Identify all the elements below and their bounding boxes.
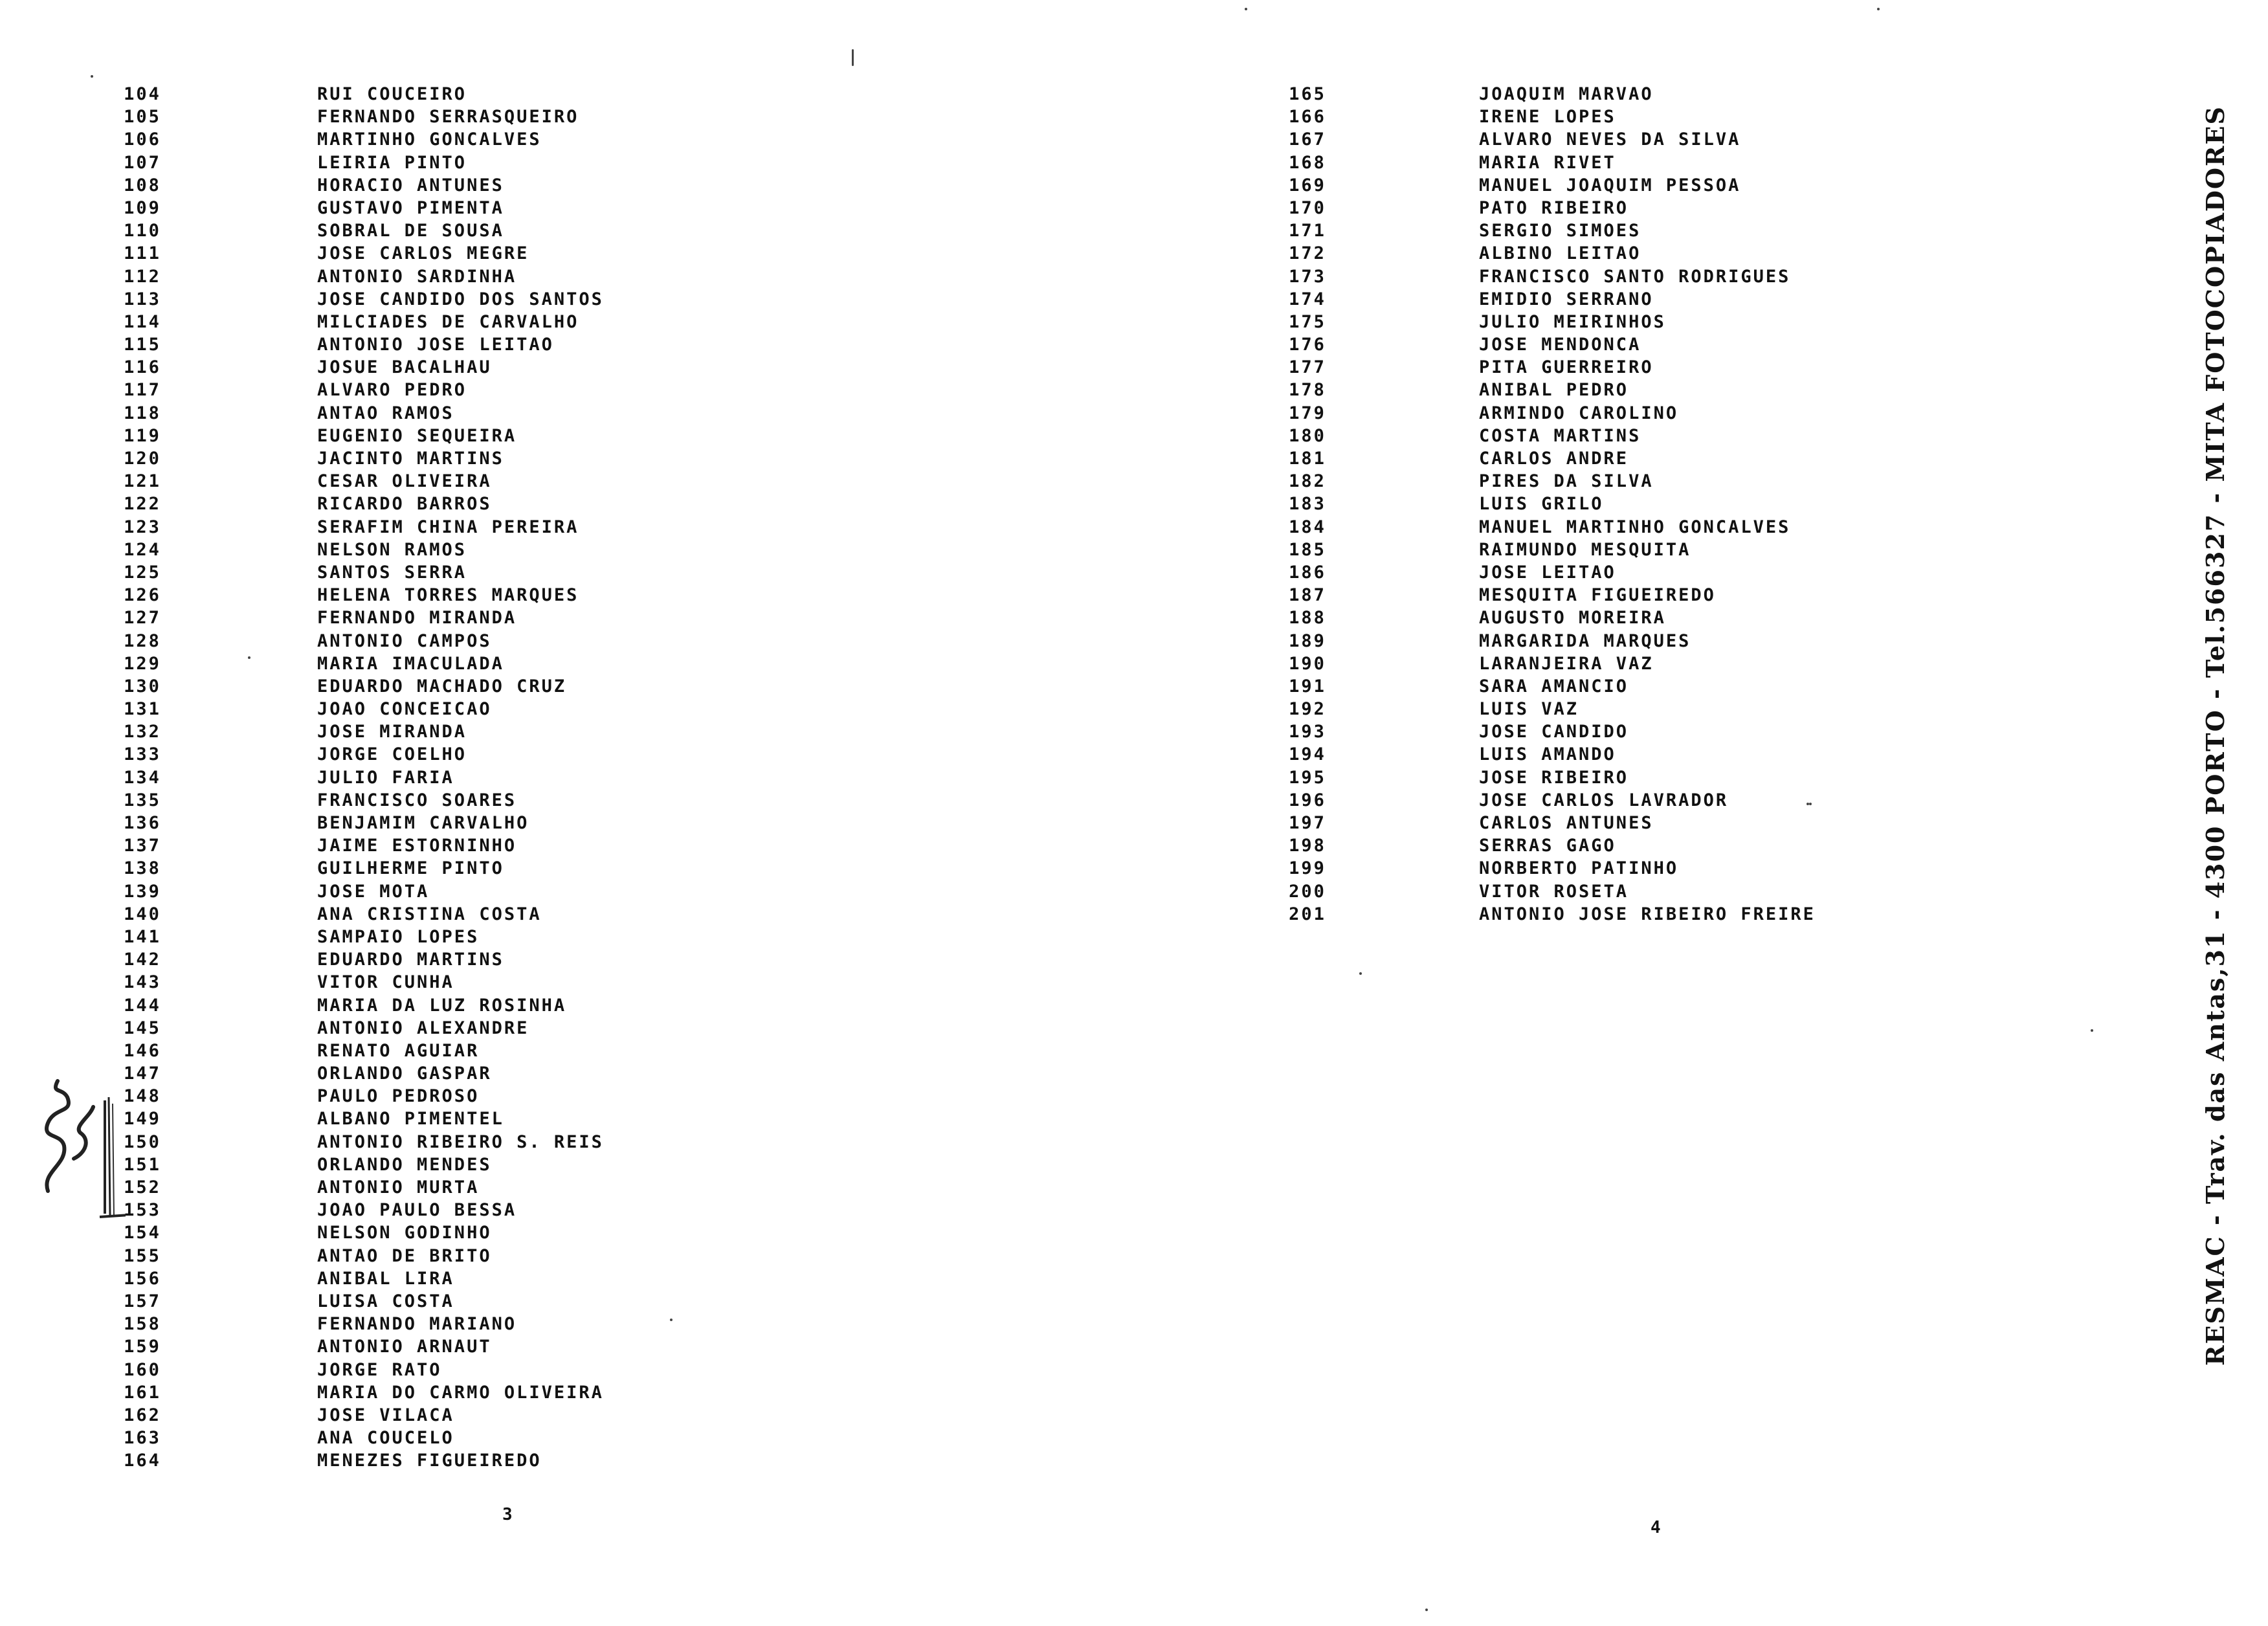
page-number-right: 4 xyxy=(1651,1518,1661,1537)
entry-name: ALVARO NEVES DA SILVA xyxy=(1479,129,1741,150)
entry-number: 200 xyxy=(1289,881,1326,902)
entry-name: ANIBAL LIRA xyxy=(317,1268,454,1289)
entry-number: 119 xyxy=(124,425,161,446)
entry-name: BENJAMIM CARVALHO xyxy=(317,813,529,833)
entry-name: JOSE MOTA xyxy=(317,881,430,902)
entry-name: ANTONIO CAMPOS xyxy=(317,630,492,651)
entry-name: ALBINO LEITAO xyxy=(1479,243,1641,264)
entry-number: 118 xyxy=(124,403,161,423)
entry-number: 172 xyxy=(1289,243,1326,264)
entry-number: 161 xyxy=(124,1382,161,1403)
entry-name: ALVARO PEDRO xyxy=(317,380,467,401)
entry-number: 141 xyxy=(124,926,161,947)
entry-name: VITOR CUNHA xyxy=(317,972,454,993)
entry-number: 177 xyxy=(1289,357,1326,378)
entry-name: FERNANDO SERRASQUEIRO xyxy=(317,107,579,128)
entry-name: ANTONIO MURTA xyxy=(317,1177,480,1197)
entry-name: SERGIO SIMOES xyxy=(1479,221,1641,241)
entry-number: 143 xyxy=(124,972,161,993)
entry-number: 154 xyxy=(124,1223,161,1243)
entry-name: LUIS VAZ xyxy=(1479,699,1579,720)
entry-number: 185 xyxy=(1289,539,1326,560)
entry-name: ANIBAL PEDRO xyxy=(1479,380,1629,401)
entry-number: 175 xyxy=(1289,311,1326,332)
entry-name: JORGE RATO xyxy=(317,1359,442,1380)
entry-number: 108 xyxy=(124,175,161,195)
entry-name: LEIRIA PINTO xyxy=(317,152,467,173)
entry-name: SERAFIM CHINA PEREIRA xyxy=(317,517,579,537)
entry-number: 117 xyxy=(124,380,161,401)
entry-number: 113 xyxy=(124,289,161,309)
entry-name: JULIO MEIRINHOS xyxy=(1479,311,1666,332)
entry-number: 114 xyxy=(124,311,161,332)
entry-number: 178 xyxy=(1289,380,1326,401)
entry-name: PIRES DA SILVA xyxy=(1479,471,1654,492)
entry-number: 169 xyxy=(1289,175,1326,195)
entry-number: 121 xyxy=(124,471,161,492)
entry-number: 130 xyxy=(124,676,161,696)
entry-name: JOSE CANDIDO xyxy=(1479,722,1629,742)
entry-number: 195 xyxy=(1289,767,1326,788)
entry-number: 159 xyxy=(124,1337,161,1357)
entry-name: LARANJEIRA VAZ xyxy=(1479,653,1654,674)
entry-number: 179 xyxy=(1289,403,1326,423)
entry-number: 165 xyxy=(1289,84,1326,104)
entry-number: 150 xyxy=(124,1131,161,1152)
entry-number: 132 xyxy=(124,722,161,742)
entry-number: 168 xyxy=(1289,152,1326,173)
entry-name: MARIA DA LUZ ROSINHA xyxy=(317,995,567,1016)
entry-number: 194 xyxy=(1289,744,1326,765)
entry-name: MARIA DO CARMO OLIVEIRA xyxy=(317,1382,604,1403)
entry-number: 129 xyxy=(124,653,161,674)
entry-name: MARIA IMACULADA xyxy=(317,653,504,674)
scan-speck xyxy=(248,656,250,659)
entry-number: 197 xyxy=(1289,813,1326,833)
entry-number: 157 xyxy=(124,1291,161,1311)
entry-number: 105 xyxy=(124,107,161,128)
entry-name: JOSE CANDIDO DOS SANTOS xyxy=(317,289,604,309)
entry-name: ANTONIO JOSE LEITAO xyxy=(317,335,554,355)
entry-number: 120 xyxy=(124,449,161,469)
entry-number: 134 xyxy=(124,767,161,788)
entry-name: MARGARIDA MARQUES xyxy=(1479,630,1691,651)
entry-name: JOSE LEITAO xyxy=(1479,562,1616,583)
entry-name: ORLANDO GASPAR xyxy=(317,1064,492,1084)
entry-name: EDUARDO MARTINS xyxy=(317,950,504,970)
entry-number: 139 xyxy=(124,881,161,902)
entry-number: 186 xyxy=(1289,562,1326,583)
entry-name: NELSON RAMOS xyxy=(317,539,467,560)
entry-number: 174 xyxy=(1289,289,1326,309)
entry-name: ORLANDO MENDES xyxy=(317,1154,492,1175)
entry-name: CARLOS ANDRE xyxy=(1479,449,1629,469)
entry-name: EDUARDO MACHADO CRUZ xyxy=(317,676,567,696)
entry-number: 104 xyxy=(124,84,161,104)
entry-number: 158 xyxy=(124,1314,161,1335)
scan-speck xyxy=(91,75,93,78)
entry-number: 135 xyxy=(124,790,161,810)
entry-number: 110 xyxy=(124,221,161,241)
entry-name: ANTAO RAMOS xyxy=(317,403,454,423)
entry-name: NORBERTO PATINHO xyxy=(1479,858,1679,879)
entry-number: 180 xyxy=(1289,425,1326,446)
entry-number: 124 xyxy=(124,539,161,560)
entry-number: 167 xyxy=(1289,129,1326,150)
entry-number: 192 xyxy=(1289,699,1326,720)
entry-name: JOAO PAULO BESSA xyxy=(317,1200,517,1221)
entry-name: NELSON GODINHO xyxy=(317,1223,492,1243)
entry-number: 151 xyxy=(124,1154,161,1175)
entry-name: MILCIADES DE CARVALHO xyxy=(317,311,579,332)
entry-number: 184 xyxy=(1289,517,1326,537)
entry-number: 146 xyxy=(124,1040,161,1061)
entry-name: RENATO AGUIAR xyxy=(317,1040,480,1061)
entry-number: 138 xyxy=(124,858,161,879)
entry-name: RAIMUNDO MESQUITA xyxy=(1479,539,1691,560)
entry-name: MANUEL MARTINHO GONCALVES xyxy=(1479,517,1791,537)
entry-name: EMIDIO SERRANO xyxy=(1479,289,1654,309)
entry-number: 162 xyxy=(124,1405,161,1425)
entry-number: 111 xyxy=(124,243,161,264)
entry-number: 173 xyxy=(1289,266,1326,287)
entry-number: 187 xyxy=(1289,585,1326,606)
entry-name: HELENA TORRES MARQUES xyxy=(317,585,579,606)
entry-number: 125 xyxy=(124,562,161,583)
entry-name: JACINTO MARTINS xyxy=(317,449,504,469)
entry-name: CARLOS ANTUNES xyxy=(1479,813,1654,833)
entry-name: JOSE MIRANDA xyxy=(317,722,467,742)
entry-number: 123 xyxy=(124,517,161,537)
entry-number: 191 xyxy=(1289,676,1326,696)
entry-number: 164 xyxy=(124,1451,161,1471)
entry-name: GUILHERME PINTO xyxy=(317,858,504,879)
side-imprint: RESMAC - Trav. das Antas,31 - 4300 PORTO - Tel.566327 - MITA FOTOCOPIADORES xyxy=(2201,106,2230,1366)
entry-name: PATO RIBEIRO xyxy=(1479,197,1629,218)
entry-name: ANA CRISTINA COSTA xyxy=(317,904,542,924)
entry-number: 126 xyxy=(124,585,161,606)
entry-name: VITOR ROSETA xyxy=(1479,881,1629,902)
scan-speck xyxy=(852,49,854,66)
entry-name: EUGENIO SEQUEIRA xyxy=(317,425,517,446)
entry-name: SAMPAIO LOPES xyxy=(317,926,480,947)
entry-name: GUSTAVO PIMENTA xyxy=(317,197,504,218)
entry-name: SANTOS SERRA xyxy=(317,562,467,583)
entry-name: RUI COUCEIRO xyxy=(317,84,467,104)
entry-number: 153 xyxy=(124,1200,161,1221)
entry-name: MARTINHO GONCALVES xyxy=(317,129,542,150)
entry-name: IRENE LOPES xyxy=(1479,107,1616,128)
entry-number: 133 xyxy=(124,744,161,765)
entry-name: MANUEL JOAQUIM PESSOA xyxy=(1479,175,1741,195)
entry-name: ANTONIO ALEXANDRE xyxy=(317,1018,529,1038)
entry-name: FRANCISCO SOARES xyxy=(317,790,517,810)
entry-name: CESAR OLIVEIRA xyxy=(317,471,492,492)
entry-number: 109 xyxy=(124,197,161,218)
entry-number: 182 xyxy=(1289,471,1326,492)
entry-number: 155 xyxy=(124,1245,161,1266)
entry-name: ANTONIO RIBEIRO S. REIS xyxy=(317,1131,604,1152)
entry-number: 198 xyxy=(1289,836,1326,856)
entry-number: 171 xyxy=(1289,221,1326,241)
entry-name: FRANCISCO SANTO RODRIGUES xyxy=(1479,266,1791,287)
entry-number: 128 xyxy=(124,630,161,651)
entry-name: JOSE MENDONCA xyxy=(1479,335,1641,355)
entry-number: 106 xyxy=(124,129,161,150)
entry-number: 170 xyxy=(1289,197,1326,218)
entry-number: 183 xyxy=(1289,494,1326,515)
entry-name: ANTONIO SARDINHA xyxy=(317,266,517,287)
entry-number: 152 xyxy=(124,1177,161,1197)
entry-name: MARIA RIVET xyxy=(1479,152,1616,173)
entry-name: FERNANDO MARIANO xyxy=(317,1314,517,1335)
entry-name: FERNANDO MIRANDA xyxy=(317,608,517,629)
entry-number: 190 xyxy=(1289,653,1326,674)
entry-name: SARA AMANCIO xyxy=(1479,676,1629,696)
entry-name: JOSE CARLOS LAVRADOR xyxy=(1479,790,1729,810)
entry-number: 148 xyxy=(124,1086,161,1107)
entry-name: LUISA COSTA xyxy=(317,1291,454,1311)
entry-number: 137 xyxy=(124,836,161,856)
scan-speck xyxy=(1809,803,1812,805)
entry-number: 181 xyxy=(1289,449,1326,469)
entry-name: JULIO FARIA xyxy=(317,767,454,788)
entry-number: 176 xyxy=(1289,335,1326,355)
entry-name: JOSUE BACALHAU xyxy=(317,357,492,378)
entry-name: LUIS GRILO xyxy=(1479,494,1604,515)
entry-name: SERRAS GAGO xyxy=(1479,836,1616,856)
entry-name: HORACIO ANTUNES xyxy=(317,175,504,195)
entry-number: 107 xyxy=(124,152,161,173)
entry-name: COSTA MARTINS xyxy=(1479,425,1641,446)
entry-name: LUIS AMANDO xyxy=(1479,744,1616,765)
entry-name: MENEZES FIGUEIREDO xyxy=(317,1451,542,1471)
scan-speck xyxy=(1425,1609,1428,1611)
entry-number: 199 xyxy=(1289,858,1326,879)
entry-name: SOBRAL DE SOUSA xyxy=(317,221,504,241)
entry-name: JOSE VILACA xyxy=(317,1405,454,1425)
entry-number: 127 xyxy=(124,608,161,629)
entry-name: JORGE COELHO xyxy=(317,744,467,765)
entry-number: 149 xyxy=(124,1109,161,1130)
entry-number: 188 xyxy=(1289,608,1326,629)
entry-name: ANTAO DE BRITO xyxy=(317,1245,492,1266)
entry-number: 196 xyxy=(1289,790,1326,810)
entry-name: JOAO CONCEICAO xyxy=(317,699,492,720)
entry-number: 115 xyxy=(124,335,161,355)
entry-number: 166 xyxy=(1289,107,1326,128)
entry-number: 201 xyxy=(1289,904,1326,924)
entry-name: MESQUITA FIGUEIREDO xyxy=(1479,585,1716,606)
entry-number: 189 xyxy=(1289,630,1326,651)
entry-name: PITA GUERREIRO xyxy=(1479,357,1654,378)
entry-name: JAIME ESTORNINHO xyxy=(317,836,517,856)
scan-speck xyxy=(1359,972,1362,975)
entry-number: 156 xyxy=(124,1268,161,1289)
entry-number: 163 xyxy=(124,1428,161,1449)
entry-name: PAULO PEDROSO xyxy=(317,1086,480,1107)
entry-name: RICARDO BARROS xyxy=(317,494,492,515)
entry-name: ARMINDO CAROLINO xyxy=(1479,403,1679,423)
entry-name: ANTONIO JOSE RIBEIRO FREIRE xyxy=(1479,904,1816,924)
entry-number: 142 xyxy=(124,950,161,970)
entry-number: 147 xyxy=(124,1064,161,1084)
scan-speck xyxy=(1877,8,1880,10)
scan-speck xyxy=(2091,1029,2093,1032)
entry-name: ANTONIO ARNAUT xyxy=(317,1337,492,1357)
entry-name: JOSE RIBEIRO xyxy=(1479,767,1629,788)
entry-number: 160 xyxy=(124,1359,161,1380)
entry-name: JOSE CARLOS MEGRE xyxy=(317,243,529,264)
entry-name: ALBANO PIMENTEL xyxy=(317,1109,504,1130)
entry-number: 112 xyxy=(124,266,161,287)
entry-number: 122 xyxy=(124,494,161,515)
entry-name: AUGUSTO MOREIRA xyxy=(1479,608,1666,629)
handwritten-annotation xyxy=(28,1062,126,1230)
entry-name: JOAQUIM MARVAO xyxy=(1479,84,1654,104)
entry-number: 116 xyxy=(124,357,161,378)
entry-name: ANA COUCELO xyxy=(317,1428,454,1449)
entry-number: 131 xyxy=(124,699,161,720)
entry-number: 144 xyxy=(124,995,161,1016)
page-number-left: 3 xyxy=(502,1505,513,1524)
entry-number: 193 xyxy=(1289,722,1326,742)
entry-number: 145 xyxy=(124,1018,161,1038)
scan-speck xyxy=(1245,8,1247,10)
entry-number: 136 xyxy=(124,813,161,833)
scan-speck xyxy=(670,1319,673,1321)
entry-number: 140 xyxy=(124,904,161,924)
